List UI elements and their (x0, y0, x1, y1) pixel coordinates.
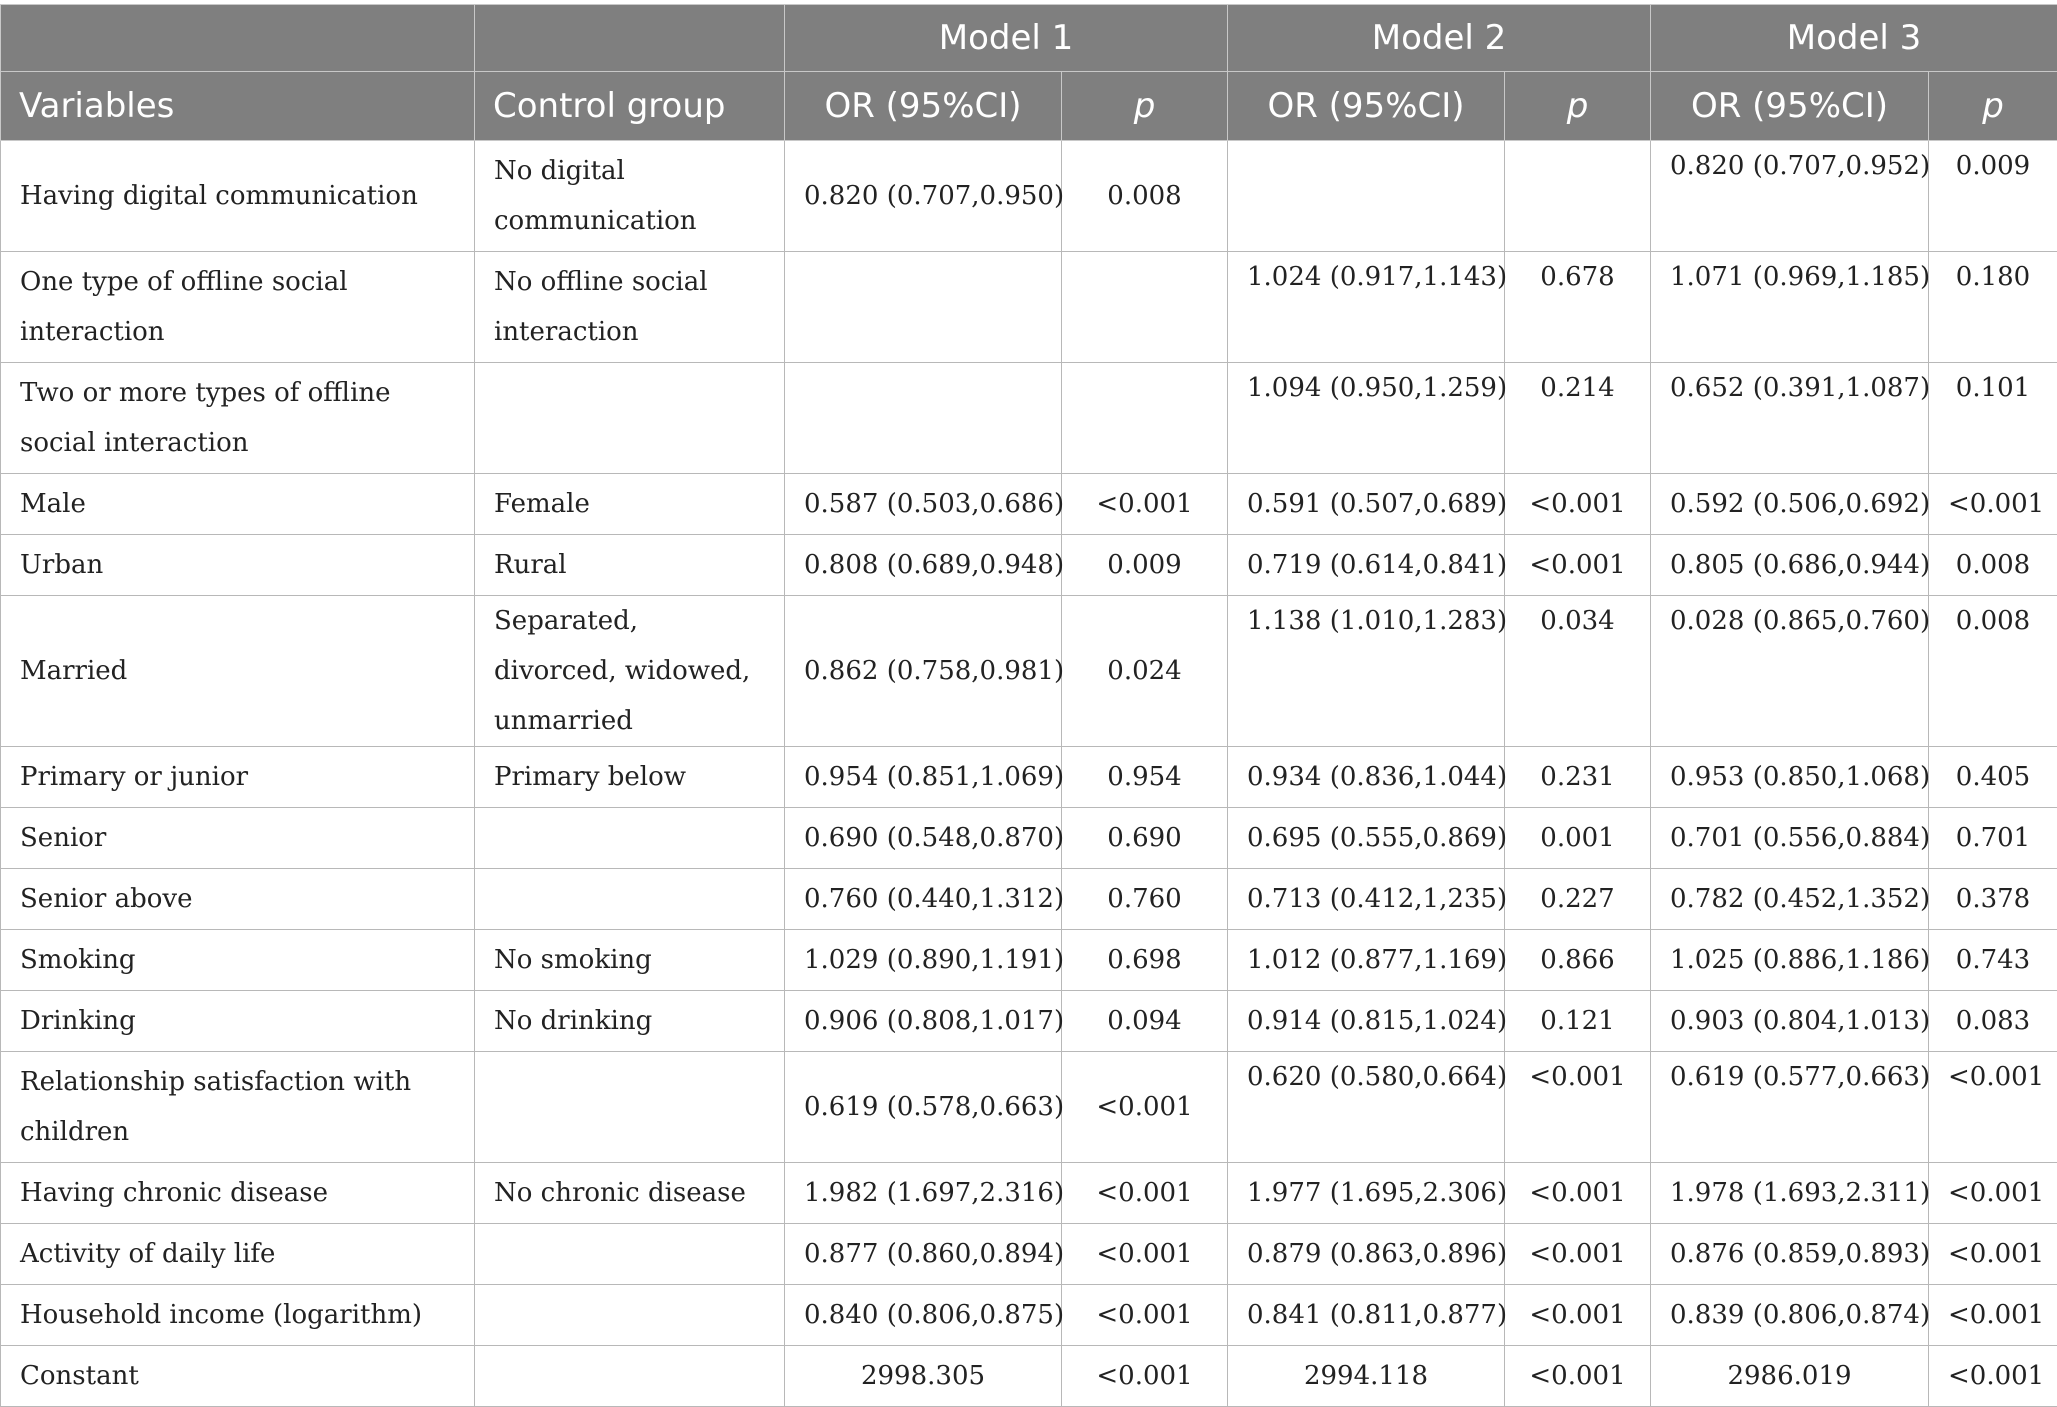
table-row (1, 596, 2057, 747)
model-1-or-cell: 0.820 (0.707,0.950) (785, 141, 1062, 252)
model-2-p-cell: <0.001 (1505, 1285, 1651, 1346)
control-cell (475, 1346, 785, 1407)
model-2-p-cell: <0.001 (1505, 535, 1651, 596)
table-row (1, 252, 2057, 363)
model-3-p-cell: <0.001 (1929, 1224, 2057, 1285)
control-cell: No chronic disease (475, 1163, 785, 1224)
model-3-p-cell: 0.009 (1929, 141, 2057, 252)
model-1-p-cell: 0.690 (1062, 808, 1228, 869)
variable-cell: Activity of daily life (1, 1224, 475, 1285)
variable-cell: Having chronic disease (1, 1163, 475, 1224)
model-3-p-cell: 0.101 (1929, 363, 2057, 474)
model-2-p-cell: <0.001 (1505, 1163, 1651, 1224)
model-1-or-cell: 0.760 (0.440,1.312) (785, 869, 1062, 930)
model-1-or-cell: 1.982 (1.697,2.316) (785, 1163, 1062, 1224)
model-1-p-cell (1062, 363, 1228, 474)
variable-cell: Constant (1, 1346, 475, 1407)
table-row (1, 747, 2057, 808)
control-cell (475, 808, 785, 869)
control-cell (475, 1224, 785, 1285)
model-1-p-cell: <0.001 (1062, 1052, 1228, 1163)
control-cell (475, 363, 785, 474)
table-row (1, 474, 2057, 535)
table-row (1, 363, 2057, 474)
model-1-p-cell: <0.001 (1062, 1346, 1228, 1407)
model-1-p-cell: 0.094 (1062, 991, 1228, 1052)
table-row (1, 1163, 2057, 1224)
control-cell (475, 869, 785, 930)
variable-cell: Male (1, 474, 475, 535)
model-3-or-cell: 0.592 (0.506,0.692) (1651, 474, 1929, 535)
model-1-or-cell: 0.906 (0.808,1.017) (785, 991, 1062, 1052)
model-2-or-cell: 1.024 (0.917,1.143) (1228, 252, 1505, 363)
column-header-row (1, 72, 2057, 141)
model-3-or-cell: 1.978 (1.693,2.311) (1651, 1163, 1929, 1224)
model-3-or-cell: 0.903 (0.804,1.013) (1651, 991, 1929, 1052)
model-1-or-cell (785, 363, 1062, 474)
table-row (1, 141, 2057, 252)
model-3-p-cell: <0.001 (1929, 1346, 2057, 1407)
model-2-or-cell: 0.914 (0.815,1.024) (1228, 991, 1505, 1052)
model-3-p-cell: 0.378 (1929, 869, 2057, 930)
control-cell (475, 1285, 785, 1346)
model-2-or-cell (1228, 141, 1505, 252)
model-2-p-cell: 0.866 (1505, 930, 1651, 991)
variable-cell: One type of offline social interaction (1, 252, 475, 363)
model-header-row (1, 5, 2057, 72)
model-1-or-cell: 0.690 (0.548,0.870) (785, 808, 1062, 869)
model-3-p-header: p (1929, 72, 2057, 141)
control-cell: Separated, divorced, widowed, unmarried (475, 596, 785, 747)
control-cell: No smoking (475, 930, 785, 991)
model-3-or-cell: 0.805 (0.686,0.944) (1651, 535, 1929, 596)
model-1-or-cell: 1.029 (0.890,1.191) (785, 930, 1062, 991)
model-3-p-cell: <0.001 (1929, 474, 2057, 535)
model-2-or-cell: 2994.118 (1228, 1346, 1505, 1407)
variables-header: Variables (1, 72, 475, 141)
model-2-p-cell (1505, 141, 1651, 252)
model-2-or-cell: 0.934 (0.836,1.044) (1228, 747, 1505, 808)
header-blank-variables (1, 5, 475, 72)
control-cell: Rural (475, 535, 785, 596)
variable-cell: Relationship satisfaction with children (1, 1052, 475, 1163)
model-1-p-cell (1062, 252, 1228, 363)
model-3-or-cell: 0.619 (0.577,0.663) (1651, 1052, 1929, 1163)
model-3-p-cell: <0.001 (1929, 1163, 2057, 1224)
model-3-p-cell: 0.743 (1929, 930, 2057, 991)
table-row (1, 535, 2057, 596)
model-2-p-cell: <0.001 (1505, 1224, 1651, 1285)
variable-cell: Smoking (1, 930, 475, 991)
model-3-or-cell: 0.652 (0.391,1.087) (1651, 363, 1929, 474)
model-1-p-cell: 0.008 (1062, 141, 1228, 252)
variable-cell: Two or more types of offline social interaction (1, 363, 475, 474)
table-row (1, 1346, 2057, 1407)
model-2-header: Model 2 (1228, 5, 1651, 72)
variable-cell: Household income (logarithm) (1, 1285, 475, 1346)
model-3-p-cell: 0.083 (1929, 991, 2057, 1052)
model-3-or-cell: 1.071 (0.969,1.185) (1651, 252, 1929, 363)
model-3-p-cell: 0.008 (1929, 596, 2057, 747)
model-3-or-cell: 2986.019 (1651, 1346, 1929, 1407)
model-2-or-cell: 1.138 (1.010,1.283) (1228, 596, 1505, 747)
variable-cell: Having digital communication (1, 141, 475, 252)
model-1-p-header: p (1062, 72, 1228, 141)
model-3-header: Model 3 (1651, 5, 2057, 72)
model-3-p-cell: 0.701 (1929, 808, 2057, 869)
model-2-or-cell: 0.719 (0.614,0.841) (1228, 535, 1505, 596)
header-blank-control (475, 5, 785, 72)
model-2-p-cell: <0.001 (1505, 1052, 1651, 1163)
model-3-or-cell: 0.953 (0.850,1.068) (1651, 747, 1929, 808)
model-1-p-cell: <0.001 (1062, 1224, 1228, 1285)
model-2-p-cell: 0.227 (1505, 869, 1651, 930)
control-cell: No drinking (475, 991, 785, 1052)
control-cell: Female (475, 474, 785, 535)
model-2-or-cell: 0.713 (0.412,1,235) (1228, 869, 1505, 930)
model-3-or-header: OR (95%CI) (1651, 72, 1929, 141)
model-1-p-cell: <0.001 (1062, 474, 1228, 535)
model-1-or-cell: 0.619 (0.578,0.663) (785, 1052, 1062, 1163)
table-row (1, 930, 2057, 991)
control-cell: No digital communication (475, 141, 785, 252)
model-2-or-header: OR (95%CI) (1228, 72, 1505, 141)
variable-cell: Senior (1, 808, 475, 869)
regression-table (0, 4, 2057, 1407)
model-1-p-cell: 0.009 (1062, 535, 1228, 596)
model-3-or-cell: 0.782 (0.452,1.352) (1651, 869, 1929, 930)
model-1-or-header: OR (95%CI) (785, 72, 1062, 141)
model-3-p-cell: 0.008 (1929, 535, 2057, 596)
model-3-or-cell: 0.820 (0.707,0.952) (1651, 141, 1929, 252)
model-3-p-cell: 0.405 (1929, 747, 2057, 808)
model-2-or-cell: 0.841 (0.811,0.877) (1228, 1285, 1505, 1346)
model-3-or-cell: 0.876 (0.859,0.893) (1651, 1224, 1929, 1285)
model-2-p-cell: <0.001 (1505, 474, 1651, 535)
model-2-or-cell: 0.620 (0.580,0.664) (1228, 1052, 1505, 1163)
model-1-p-cell: <0.001 (1062, 1163, 1228, 1224)
model-1-p-cell: 0.760 (1062, 869, 1228, 930)
model-2-or-cell: 1.977 (1.695,2.306) (1228, 1163, 1505, 1224)
model-2-or-cell: 1.094 (0.950,1.259) (1228, 363, 1505, 474)
control-cell (475, 1052, 785, 1163)
model-1-or-cell (785, 252, 1062, 363)
model-1-or-cell: 0.862 (0.758,0.981) (785, 596, 1062, 747)
model-1-or-cell: 0.808 (0.689,0.948) (785, 535, 1062, 596)
model-1-p-cell: 0.698 (1062, 930, 1228, 991)
model-3-or-cell: 0.028 (0.865,0.760) (1651, 596, 1929, 747)
variable-cell: Married (1, 596, 475, 747)
model-1-or-cell: 0.840 (0.806,0.875) (785, 1285, 1062, 1346)
variable-cell: Primary or junior (1, 747, 475, 808)
model-2-or-cell: 0.591 (0.507,0.689) (1228, 474, 1505, 535)
model-1-p-cell: 0.024 (1062, 596, 1228, 747)
model-2-or-cell: 0.695 (0.555,0.869) (1228, 808, 1505, 869)
table-row (1, 869, 2057, 930)
variable-cell: Drinking (1, 991, 475, 1052)
model-1-or-cell: 2998.305 (785, 1346, 1062, 1407)
model-1-p-cell: <0.001 (1062, 1285, 1228, 1346)
model-3-p-cell: 0.180 (1929, 252, 2057, 363)
model-3-or-cell: 0.701 (0.556,0.884) (1651, 808, 1929, 869)
variable-cell: Senior above (1, 869, 475, 930)
model-2-p-cell: 0.034 (1505, 596, 1651, 747)
control-cell: Primary below (475, 747, 785, 808)
table-row (1, 1052, 2057, 1163)
model-2-p-cell: <0.001 (1505, 1346, 1651, 1407)
model-1-or-cell: 0.877 (0.860,0.894) (785, 1224, 1062, 1285)
model-1-p-cell: 0.954 (1062, 747, 1228, 808)
model-3-p-cell: <0.001 (1929, 1052, 2057, 1163)
model-3-or-cell: 0.839 (0.806,0.874) (1651, 1285, 1929, 1346)
model-2-p-cell: 0.231 (1505, 747, 1651, 808)
control-group-header: Control group (475, 72, 785, 141)
model-2-p-header: p (1505, 72, 1651, 141)
model-3-or-cell: 1.025 (0.886,1.186) (1651, 930, 1929, 991)
control-cell: No offline social interaction (475, 252, 785, 363)
model-1-or-cell: 0.954 (0.851,1.069) (785, 747, 1062, 808)
model-2-p-cell: 0.678 (1505, 252, 1651, 363)
model-2-p-cell: 0.001 (1505, 808, 1651, 869)
model-2-or-cell: 0.879 (0.863,0.896) (1228, 1224, 1505, 1285)
table-row (1, 1285, 2057, 1346)
table-row (1, 808, 2057, 869)
model-2-p-cell: 0.121 (1505, 991, 1651, 1052)
model-2-or-cell: 1.012 (0.877,1.169) (1228, 930, 1505, 991)
model-2-p-cell: 0.214 (1505, 363, 1651, 474)
model-1-or-cell: 0.587 (0.503,0.686) (785, 474, 1062, 535)
model-3-p-cell: <0.001 (1929, 1285, 2057, 1346)
table-row (1, 991, 2057, 1052)
variable-cell: Urban (1, 535, 475, 596)
model-1-header: Model 1 (785, 5, 1228, 72)
table-row (1, 1224, 2057, 1285)
